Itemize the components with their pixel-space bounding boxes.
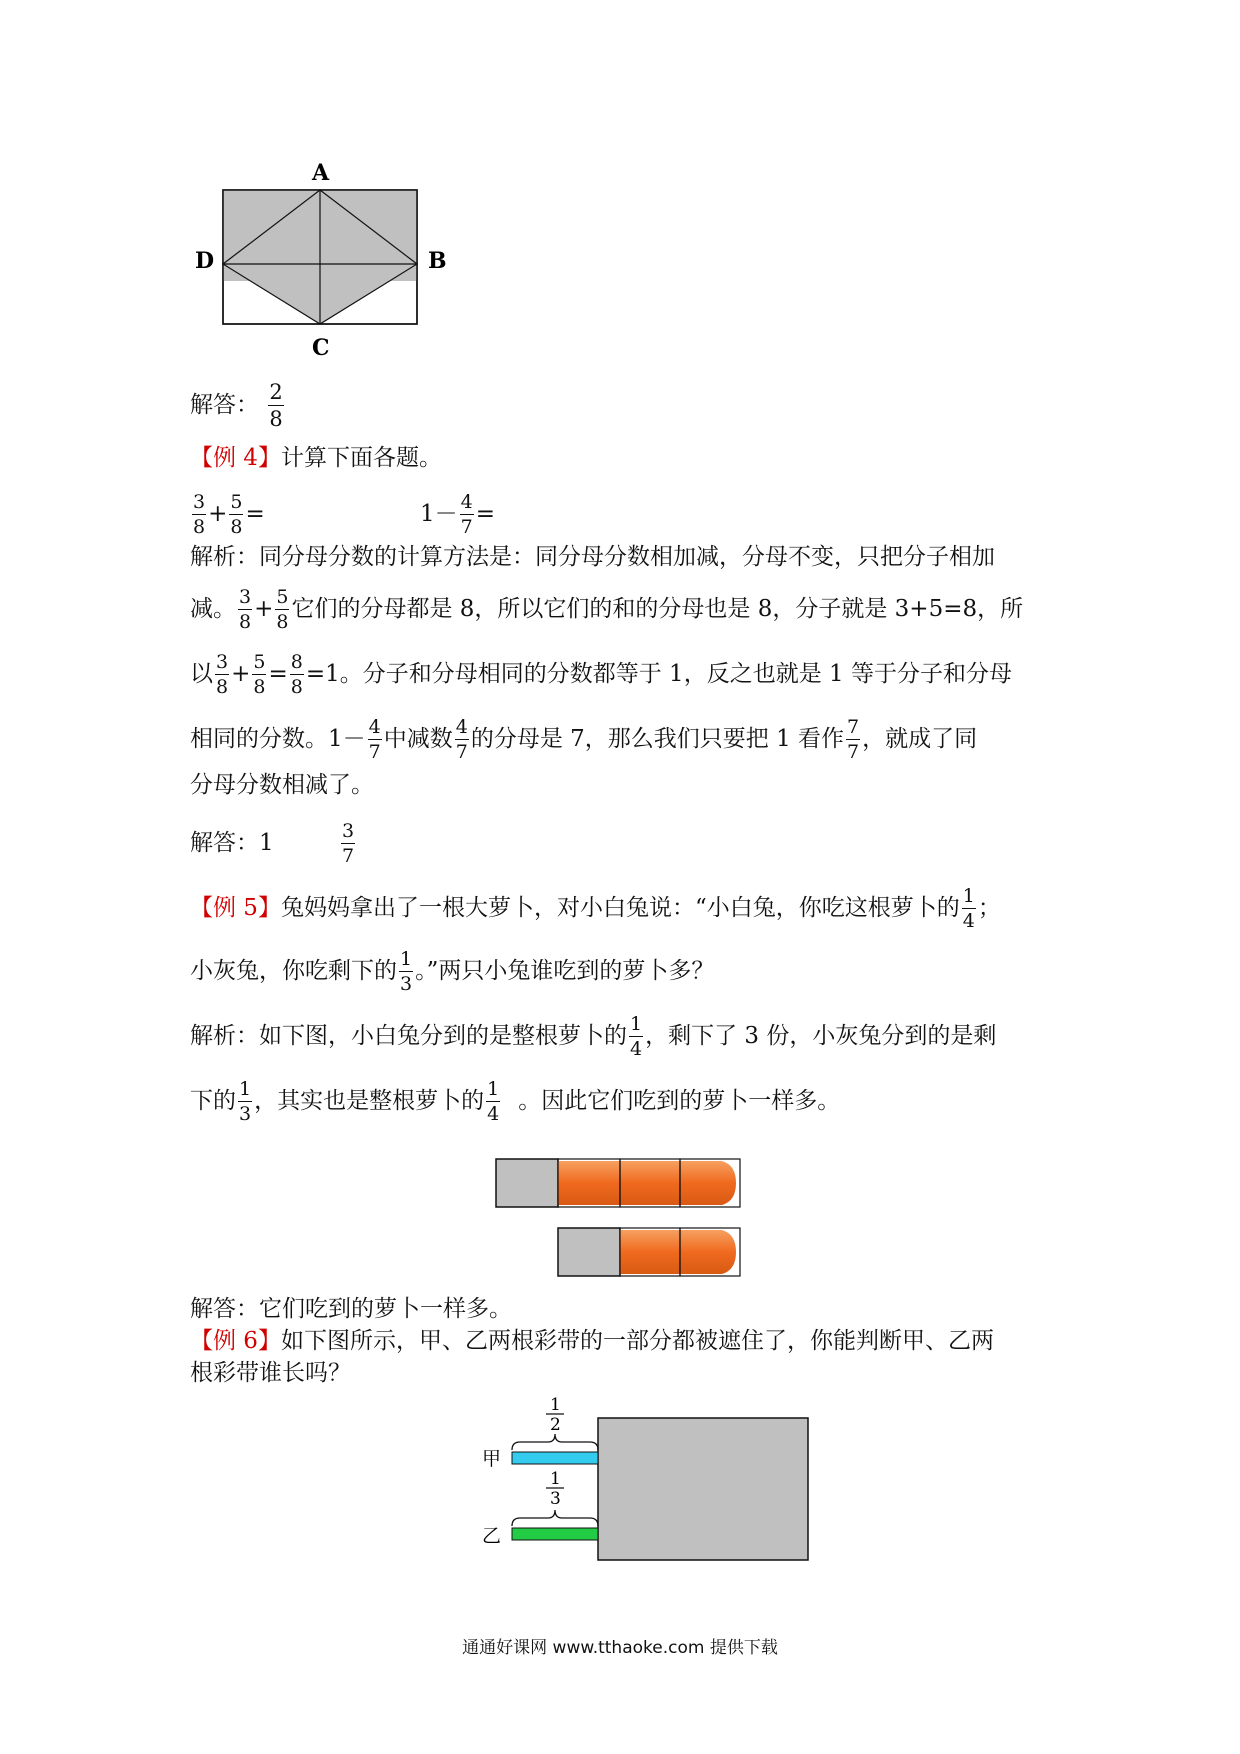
ex6-tag: 【例 6】	[190, 1328, 281, 1354]
ex5-question-2: 小灰兔，你吃剩下的 $\frac{1}{3}$ 。”两只小兔谁吃到的萝卜多？	[190, 948, 715, 995]
label-b: B	[428, 248, 447, 274]
ex4-title-line	[190, 443, 442, 473]
page-footer: 通通好课网 www.tthaoke.com 提供下载	[462, 1638, 778, 1658]
ex5-question-1: 【例 5】兔妈妈拿出了一根大萝卜，对小白兔说：“小白兔，你吃这根萝卜的 $\frac{1}{4}$ ；	[190, 885, 1001, 932]
ex4-analysis-3: 以 $\frac{3}{8}$ + $\frac{5}{8}$ = $\frac{8}{8}$ =1。分子和分母相同的分数都等于 1，反之也就是 1 等于分子和分母	[190, 651, 1012, 698]
ans3-line	[190, 382, 286, 430]
ex4-q1: $\frac{3}{8}$ + $\frac{5}{8}$ =	[193, 491, 265, 538]
ex4-analysis-4: 相同的分数。1－ $\frac{4}{7}$ 中减数 $\frac{4}{7}$ 的分母是 7，那么我们只要把 1 看作 $\frac{7}{7}$ ，就成了同	[190, 716, 978, 763]
ans3-label: 解答：	[190, 392, 259, 418]
ex5-tag: 【例 5】	[190, 895, 281, 921]
ans3-fraction: $\frac{2}{8}$	[269, 380, 283, 431]
label-a: A	[312, 160, 330, 186]
ex4-analysis-2: 减。 $\frac{3}{8}$ + $\frac{5}{8}$ 它们的分母都是 8，所以它们的和的分母也是 8，分子就是 3+5=8，所	[190, 586, 1024, 633]
ex4-q2: 1－ $\frac{4}{7}$ =	[420, 491, 496, 538]
yi-label: 乙	[482, 1525, 502, 1547]
ex4-analysis-5: 分母分数相减了。	[190, 772, 374, 798]
yi-frac-den: 3	[550, 1489, 561, 1509]
jia-label: 甲	[482, 1448, 502, 1470]
jia-frac-den: 2	[550, 1415, 561, 1435]
rhombus-figure	[195, 160, 455, 365]
carrot-figure	[490, 1155, 750, 1285]
ex5-analysis-1: 解析：如下图，小白兔分到的是整根萝卜的 $\frac{1}{4}$ ，剩下了 3 份，小灰兔分到的是剩	[190, 1013, 997, 1060]
jia-frac-num: 1	[550, 1395, 561, 1415]
ex4-tag: 【例 4】	[190, 445, 281, 471]
yi-frac-num: 1	[550, 1469, 561, 1489]
label-c: C	[312, 335, 330, 361]
ex4-analysis-1: 解析：同分母分数的计算方法是：同分母分数相加减，分母不变，只把分子相加	[190, 544, 995, 570]
ex6-question-1: 【例 6】如下图所示，甲、乙两根彩带的一部分都被遮住了，你能判断甲、乙两	[190, 1328, 994, 1354]
label-d: D	[195, 248, 215, 274]
ex4-answer: 解答：1 $\frac{3}{7}$	[190, 820, 355, 867]
ex4-title: 计算下面各题。	[280, 445, 442, 471]
ex5-analysis-2: 下的 $\frac{1}{3}$ ，其实也是整根萝卜的 $\frac{1}{4}$ 。因此它们吃到的萝卜一样多。	[190, 1078, 841, 1125]
ex5-answer: 解答：它们吃到的萝卜一样多。	[190, 1296, 512, 1322]
ex6-question-2: 根彩带谁长吗？	[190, 1360, 351, 1386]
ribbon-figure	[478, 1392, 818, 1572]
